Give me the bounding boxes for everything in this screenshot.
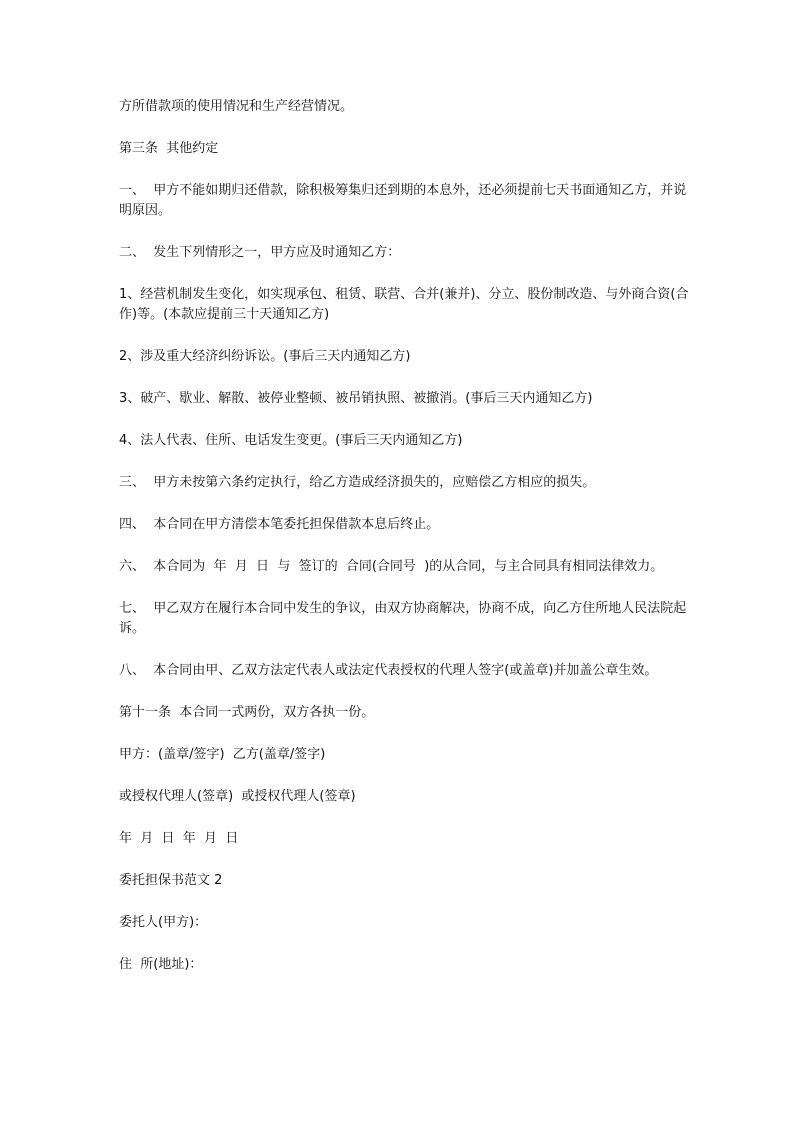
field-address: 住 所(地址)： [119,957,203,972]
paragraph-clause-2: 二、 发生下列情形之一，甲方应及时通知乙方： [119,245,401,260]
signature-dates: 年 月 日 年 月 日 [119,831,239,846]
paragraph-item-4: 4、法人代表、住所、电话发生变更。(事后三天内通知乙方) [119,433,463,448]
paragraph-clause-1: 一、 甲方不能如期归还借款，除积极筹集归还到期的本息外，还必须提前七天书面通知乙方，并说明原因。 [119,183,687,218]
field-principal: 委托人(甲方)： [119,915,208,930]
paragraph-item-1: 1、经营机制发生变化，如实现承包、租赁、联营、合并(兼并)、分立、股份制改造、与外商合资(合作)等。(本款应提前三十天通知乙方) [119,287,689,322]
paragraph-item-3: 3、破产、歇业、解散、被停业整顿、被吊销执照、被撤消。(事后三天内通知乙方) [119,391,593,406]
signature-agents: 或授权代理人(签章) 或授权代理人(签章) [119,789,356,804]
paragraph-clause-8: 八、 本合同由甲、乙双方法定代表人或法定代表授权的代理人签字(或盖章)并加盖公章生效。 [119,663,658,678]
section-title-article-3: 第三条 其他约定 [119,141,219,156]
paragraph-clause-7: 七、 甲乙双方在履行本合同中发生的争议，由双方协商解决，协商不成，向乙方住所地人民法院起诉。 [119,601,687,636]
paragraph-clause-3: 三、 甲方未按第六条约定执行，给乙方造成经济损失的，应赔偿乙方相应的损失。 [119,475,596,490]
paragraph-item-2: 2、涉及重大经济纠纷诉讼。(事后三天内通知乙方) [119,349,411,364]
section-title-article-11: 第十一条 本合同一式两份，双方各执一份。 [119,705,375,720]
document-body [119,97,689,997]
signature-parties: 甲方：(盖章/签字) 乙方(盖章/签字) [119,747,326,762]
paragraph-usage-info: 方所借款项的使用情况和生产经营情况。 [119,99,354,114]
paragraph-clause-6: 六、 本合同为 年 月 日 与 签订的 合同(合同号 )的从合同，与主合同具有相同法律效力。 [119,559,664,574]
paragraph-clause-4: 四、 本合同在甲方清偿本笔委托担保借款本息后终止。 [119,517,440,532]
heading-sample-2: 委托担保书范文 2 [119,873,223,888]
